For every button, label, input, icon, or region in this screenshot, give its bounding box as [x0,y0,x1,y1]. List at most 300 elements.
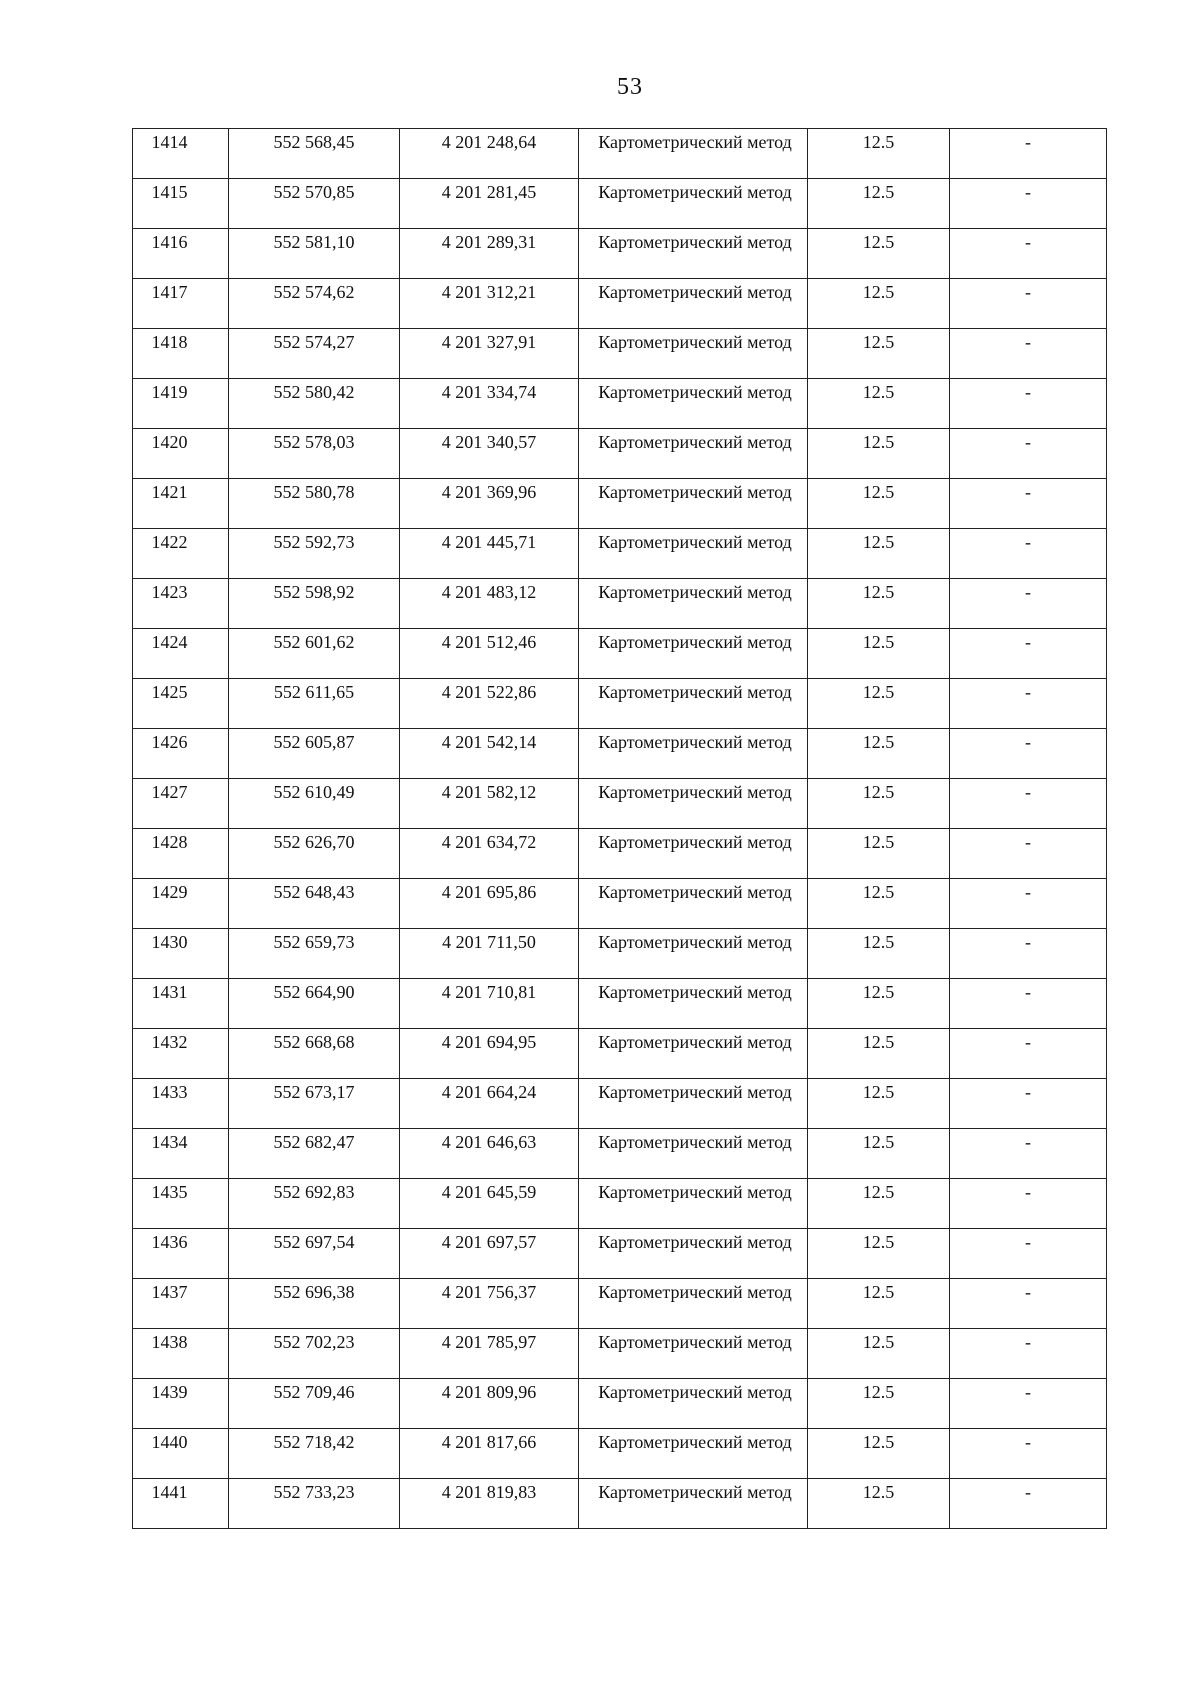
x-coordinate-cell-text: 552 659,73 [273,932,355,952]
x-coordinate-cell-text: 552 611,65 [273,682,355,702]
x-coordinate-cell [229,1429,400,1479]
method-cell-text: Картометрический метод [598,1332,792,1352]
accuracy-cell-text: 12.5 [862,1332,895,1352]
x-coordinate-cell [229,479,400,529]
accuracy-cell-text: 12.5 [862,232,895,252]
method-cell-text: Картометрический метод [598,232,792,252]
point-number-cell [133,1329,229,1379]
x-coordinate-cell [229,929,400,979]
accuracy-cell [808,329,950,379]
x-coordinate-cell-text: 552 697,54 [273,1232,355,1252]
method-cell-text: Картометрический метод [598,732,792,752]
x-coordinate-cell-text: 552 682,47 [273,1132,355,1152]
y-coordinate-cell [400,579,579,629]
accuracy-cell-text: 12.5 [862,1482,895,1502]
accuracy-cell-text: 12.5 [862,182,895,202]
point-number-cell [133,1029,229,1079]
point-number-cell-text: 1420 [151,432,188,452]
y-coordinate-cell-text: 4 201 695,86 [441,882,537,902]
x-coordinate-cell-text: 552 673,17 [273,1082,355,1102]
point-number-cell-text: 1415 [151,182,188,202]
description-cell-text: - [1025,632,1031,652]
accuracy-cell [808,1129,950,1179]
description-cell-text: - [1025,282,1031,302]
description-cell-text: - [1025,432,1031,452]
y-coordinate-cell [400,129,579,179]
method-cell [579,479,808,529]
x-coordinate-cell-text: 552 581,10 [273,232,355,252]
point-number-cell [133,979,229,1029]
y-coordinate-cell [400,629,579,679]
y-coordinate-cell-text: 4 201 312,21 [441,282,537,302]
y-coordinate-cell-text: 4 201 634,72 [441,832,537,852]
description-cell [950,979,1107,1029]
method-cell-text: Картометрический метод [598,1482,792,1502]
table-row [133,229,1107,279]
method-cell-text: Картометрический метод [598,432,792,452]
y-coordinate-cell [400,1479,579,1529]
point-number-cell-text: 1427 [151,782,188,802]
point-number-cell [133,529,229,579]
point-number-cell-text: 1421 [151,482,188,502]
x-coordinate-cell-text: 552 574,27 [273,332,355,352]
description-cell [950,829,1107,879]
point-number-cell [133,879,229,929]
description-cell-text: - [1025,482,1031,502]
point-number-cell-text: 1419 [151,382,188,402]
accuracy-cell-text: 12.5 [862,982,895,1002]
x-coordinate-cell [229,1379,400,1429]
point-number-cell-text: 1432 [151,1032,188,1052]
description-cell [950,1429,1107,1479]
point-number-cell [133,379,229,429]
description-cell-text: - [1025,1082,1031,1102]
method-cell [579,829,808,879]
method-cell [579,1179,808,1229]
description-cell-text: - [1025,532,1031,552]
point-number-cell [133,1479,229,1529]
method-cell-text: Картометрический метод [598,782,792,802]
point-number-cell-text: 1425 [151,682,188,702]
accuracy-cell-text: 12.5 [862,632,895,652]
description-cell-text: - [1025,732,1031,752]
description-cell [950,529,1107,579]
accuracy-cell-text: 12.5 [862,482,895,502]
point-number-cell-text: 1439 [151,1382,188,1402]
accuracy-cell [808,929,950,979]
x-coordinate-cell [229,1179,400,1229]
method-cell [579,429,808,479]
table-row [133,729,1107,779]
accuracy-cell [808,579,950,629]
method-cell-text: Картометрический метод [598,1382,792,1402]
y-coordinate-cell-text: 4 201 645,59 [441,1182,537,1202]
y-coordinate-cell [400,179,579,229]
description-cell [950,379,1107,429]
y-coordinate-cell-text: 4 201 664,24 [441,1082,537,1102]
description-cell [950,1279,1107,1329]
description-cell [950,279,1107,329]
x-coordinate-cell [229,829,400,879]
point-number-cell-text: 1417 [151,282,188,302]
table-row [133,479,1107,529]
y-coordinate-cell [400,329,579,379]
point-number-cell [133,729,229,779]
method-cell [579,679,808,729]
x-coordinate-cell [229,979,400,1029]
x-coordinate-cell [229,529,400,579]
description-cell [950,1479,1107,1529]
method-cell-text: Картометрический метод [598,932,792,952]
table-row [133,529,1107,579]
y-coordinate-cell-text: 4 201 289,31 [441,232,537,252]
table-row [133,279,1107,329]
description-cell-text: - [1025,1132,1031,1152]
description-cell-text: - [1025,332,1031,352]
accuracy-cell [808,179,950,229]
method-cell-text: Картометрический метод [598,682,792,702]
table-row [133,779,1107,829]
description-cell [950,1379,1107,1429]
description-cell [950,929,1107,979]
accuracy-cell-text: 12.5 [862,332,895,352]
y-coordinate-cell-text: 4 201 817,66 [441,1432,537,1452]
x-coordinate-cell [229,1479,400,1529]
method-cell-text: Картометрический метод [598,482,792,502]
table-row [133,1029,1107,1079]
x-coordinate-cell-text: 552 664,90 [273,982,355,1002]
accuracy-cell [808,1479,950,1529]
description-cell-text: - [1025,382,1031,402]
method-cell-text: Картометрический метод [598,582,792,602]
x-coordinate-cell [229,129,400,179]
point-number-cell [133,1429,229,1479]
method-cell [579,1429,808,1479]
accuracy-cell [808,1379,950,1429]
y-coordinate-cell-text: 4 201 340,57 [441,432,537,452]
description-cell-text: - [1025,782,1031,802]
y-coordinate-cell [400,1429,579,1479]
y-coordinate-cell-text: 4 201 646,63 [441,1132,537,1152]
description-cell [950,429,1107,479]
table-row [133,1079,1107,1129]
description-cell-text: - [1025,132,1031,152]
point-number-cell [133,229,229,279]
y-coordinate-cell [400,279,579,329]
accuracy-cell-text: 12.5 [862,1382,895,1402]
table-row [133,579,1107,629]
x-coordinate-cell [229,279,400,329]
method-cell [579,779,808,829]
accuracy-cell-text: 12.5 [862,582,895,602]
point-number-cell [133,129,229,179]
description-cell [950,679,1107,729]
point-number-cell-text: 1433 [151,1082,188,1102]
point-number-cell-text: 1440 [151,1432,188,1452]
point-number-cell-text: 1424 [151,632,188,652]
table-row [133,1479,1107,1529]
point-number-cell-text: 1434 [151,1132,188,1152]
y-coordinate-cell [400,229,579,279]
method-cell-text: Картометрический метод [598,332,792,352]
table-row [133,929,1107,979]
y-coordinate-cell [400,779,579,829]
point-number-cell [133,179,229,229]
accuracy-cell-text: 12.5 [862,532,895,552]
point-number-cell-text: 1422 [151,532,188,552]
method-cell-text: Картометрический метод [598,632,792,652]
table-row [133,829,1107,879]
x-coordinate-cell [229,1029,400,1079]
description-cell-text: - [1025,582,1031,602]
accuracy-cell [808,279,950,329]
x-coordinate-cell-text: 552 570,85 [273,182,355,202]
accuracy-cell-text: 12.5 [862,1232,895,1252]
method-cell-text: Картометрический метод [598,1032,792,1052]
y-coordinate-cell [400,529,579,579]
point-number-cell-text: 1441 [151,1482,188,1502]
method-cell [579,1029,808,1079]
table-row [133,429,1107,479]
x-coordinate-cell [229,379,400,429]
method-cell [579,379,808,429]
point-number-cell [133,429,229,479]
accuracy-cell-text: 12.5 [862,1282,895,1302]
point-number-cell [133,679,229,729]
coordinates-table [132,128,1107,1529]
method-cell [579,179,808,229]
description-cell-text: - [1025,1382,1031,1402]
table-row [133,629,1107,679]
point-number-cell-text: 1414 [151,132,188,152]
method-cell-text: Картометрический метод [598,182,792,202]
method-cell-text: Картометрический метод [598,1132,792,1152]
accuracy-cell-text: 12.5 [862,1032,895,1052]
description-cell [950,1179,1107,1229]
x-coordinate-cell-text: 552 568,45 [273,132,355,152]
method-cell [579,129,808,179]
y-coordinate-cell-text: 4 201 369,96 [441,482,537,502]
x-coordinate-cell-text: 552 692,83 [273,1182,355,1202]
x-coordinate-cell-text: 552 709,46 [273,1382,355,1402]
description-cell [950,629,1107,679]
point-number-cell [133,929,229,979]
method-cell-text: Картометрический метод [598,532,792,552]
x-coordinate-cell [229,429,400,479]
description-cell [950,1029,1107,1079]
accuracy-cell [808,829,950,879]
y-coordinate-cell [400,379,579,429]
x-coordinate-cell [229,579,400,629]
y-coordinate-cell-text: 4 201 756,37 [441,1282,537,1302]
y-coordinate-cell [400,879,579,929]
method-cell [579,629,808,679]
point-number-cell-text: 1430 [151,932,188,952]
table-row [133,129,1107,179]
accuracy-cell [808,1079,950,1129]
point-number-cell [133,1379,229,1429]
point-number-cell [133,1079,229,1129]
accuracy-cell [808,479,950,529]
x-coordinate-cell-text: 552 648,43 [273,882,355,902]
method-cell-text: Картометрический метод [598,132,792,152]
method-cell [579,1379,808,1429]
y-coordinate-cell [400,1379,579,1429]
point-number-cell [133,329,229,379]
x-coordinate-cell [229,629,400,679]
table-row [133,379,1107,429]
y-coordinate-cell-text: 4 201 542,14 [441,732,537,752]
description-cell [950,1329,1107,1379]
accuracy-cell [808,1279,950,1329]
method-cell [579,1079,808,1129]
point-number-cell-text: 1436 [151,1232,188,1252]
method-cell-text: Картометрический метод [598,982,792,1002]
x-coordinate-cell-text: 552 592,73 [273,532,355,552]
accuracy-cell [808,429,950,479]
y-coordinate-cell-text: 4 201 711,50 [442,932,536,952]
y-coordinate-cell [400,829,579,879]
method-cell [579,929,808,979]
accuracy-cell-text: 12.5 [862,1432,895,1452]
method-cell [579,1229,808,1279]
y-coordinate-cell-text: 4 201 522,86 [441,682,537,702]
accuracy-cell-text: 12.5 [862,832,895,852]
table-row [133,1179,1107,1229]
y-coordinate-cell-text: 4 201 694,95 [441,1032,537,1052]
method-cell-text: Картометрический метод [598,882,792,902]
accuracy-cell [808,229,950,279]
table-row [133,329,1107,379]
method-cell-text: Картометрический метод [598,1082,792,1102]
x-coordinate-cell-text: 552 626,70 [273,832,355,852]
description-cell [950,779,1107,829]
accuracy-cell [808,729,950,779]
description-cell-text: - [1025,1182,1031,1202]
description-cell-text: - [1025,232,1031,252]
point-number-cell-text: 1428 [151,832,188,852]
x-coordinate-cell [229,879,400,929]
method-cell [579,1129,808,1179]
method-cell [579,979,808,1029]
table-row [133,1429,1107,1479]
description-cell [950,129,1107,179]
method-cell [579,229,808,279]
table-row [133,979,1107,1029]
accuracy-cell-text: 12.5 [862,282,895,302]
point-number-cell [133,629,229,679]
x-coordinate-cell [229,179,400,229]
point-number-cell [133,279,229,329]
y-coordinate-cell-text: 4 201 334,74 [441,382,537,402]
x-coordinate-cell-text: 552 574,62 [273,282,355,302]
accuracy-cell [808,1429,950,1479]
accuracy-cell [808,879,950,929]
table-row [133,1129,1107,1179]
x-coordinate-cell-text: 552 601,62 [273,632,355,652]
accuracy-cell [808,979,950,1029]
point-number-cell [133,1279,229,1329]
point-number-cell-text: 1437 [151,1282,188,1302]
accuracy-cell-text: 12.5 [862,432,895,452]
description-cell-text: - [1025,182,1031,202]
description-cell-text: - [1025,832,1031,852]
method-cell [579,579,808,629]
y-coordinate-cell [400,979,579,1029]
y-coordinate-cell-text: 4 201 445,71 [441,532,537,552]
coordinates-table-body [133,129,1107,1529]
x-coordinate-cell [229,729,400,779]
y-coordinate-cell [400,679,579,729]
table-row [133,879,1107,929]
x-coordinate-cell [229,1229,400,1279]
method-cell [579,279,808,329]
accuracy-cell [808,1029,950,1079]
method-cell [579,329,808,379]
description-cell-text: - [1025,1232,1031,1252]
y-coordinate-cell-text: 4 201 512,46 [441,632,537,652]
point-number-cell-text: 1429 [151,882,188,902]
y-coordinate-cell-text: 4 201 819,83 [441,1482,537,1502]
description-cell [950,179,1107,229]
method-cell-text: Картометрический метод [598,832,792,852]
point-number-cell-text: 1438 [151,1332,188,1352]
y-coordinate-cell-text: 4 201 710,81 [441,982,537,1002]
description-cell [950,1229,1107,1279]
table-row [133,1229,1107,1279]
x-coordinate-cell [229,1329,400,1379]
description-cell [950,729,1107,779]
y-coordinate-cell-text: 4 201 327,91 [441,332,537,352]
accuracy-cell [808,629,950,679]
accuracy-cell-text: 12.5 [862,132,895,152]
method-cell-text: Картометрический метод [598,1182,792,1202]
x-coordinate-cell [229,679,400,729]
table-row [133,1329,1107,1379]
y-coordinate-cell [400,1179,579,1229]
accuracy-cell [808,129,950,179]
method-cell-text: Картометрический метод [598,382,792,402]
y-coordinate-cell-text: 4 201 248,64 [441,132,537,152]
y-coordinate-cell-text: 4 201 281,45 [441,182,537,202]
x-coordinate-cell-text: 552 696,38 [273,1282,355,1302]
accuracy-cell-text: 12.5 [862,882,895,902]
point-number-cell [133,1129,229,1179]
x-coordinate-cell-text: 552 610,49 [273,782,355,802]
method-cell-text: Картометрический метод [598,1432,792,1452]
method-cell [579,1329,808,1379]
point-number-cell-text: 1431 [151,982,188,1002]
description-cell-text: - [1025,1332,1031,1352]
point-number-cell [133,1229,229,1279]
point-number-cell [133,1179,229,1229]
accuracy-cell-text: 12.5 [862,732,895,752]
description-cell-text: - [1025,1282,1031,1302]
x-coordinate-cell-text: 552 668,68 [273,1032,355,1052]
point-number-cell [133,579,229,629]
y-coordinate-cell [400,929,579,979]
description-cell [950,229,1107,279]
x-coordinate-cell [229,229,400,279]
x-coordinate-cell-text: 552 580,42 [273,382,355,402]
y-coordinate-cell-text: 4 201 785,97 [441,1332,537,1352]
y-coordinate-cell [400,729,579,779]
method-cell-text: Картометрический метод [598,1232,792,1252]
page-number: 53 [617,74,643,100]
y-coordinate-cell [400,1129,579,1179]
accuracy-cell [808,779,950,829]
x-coordinate-cell [229,329,400,379]
